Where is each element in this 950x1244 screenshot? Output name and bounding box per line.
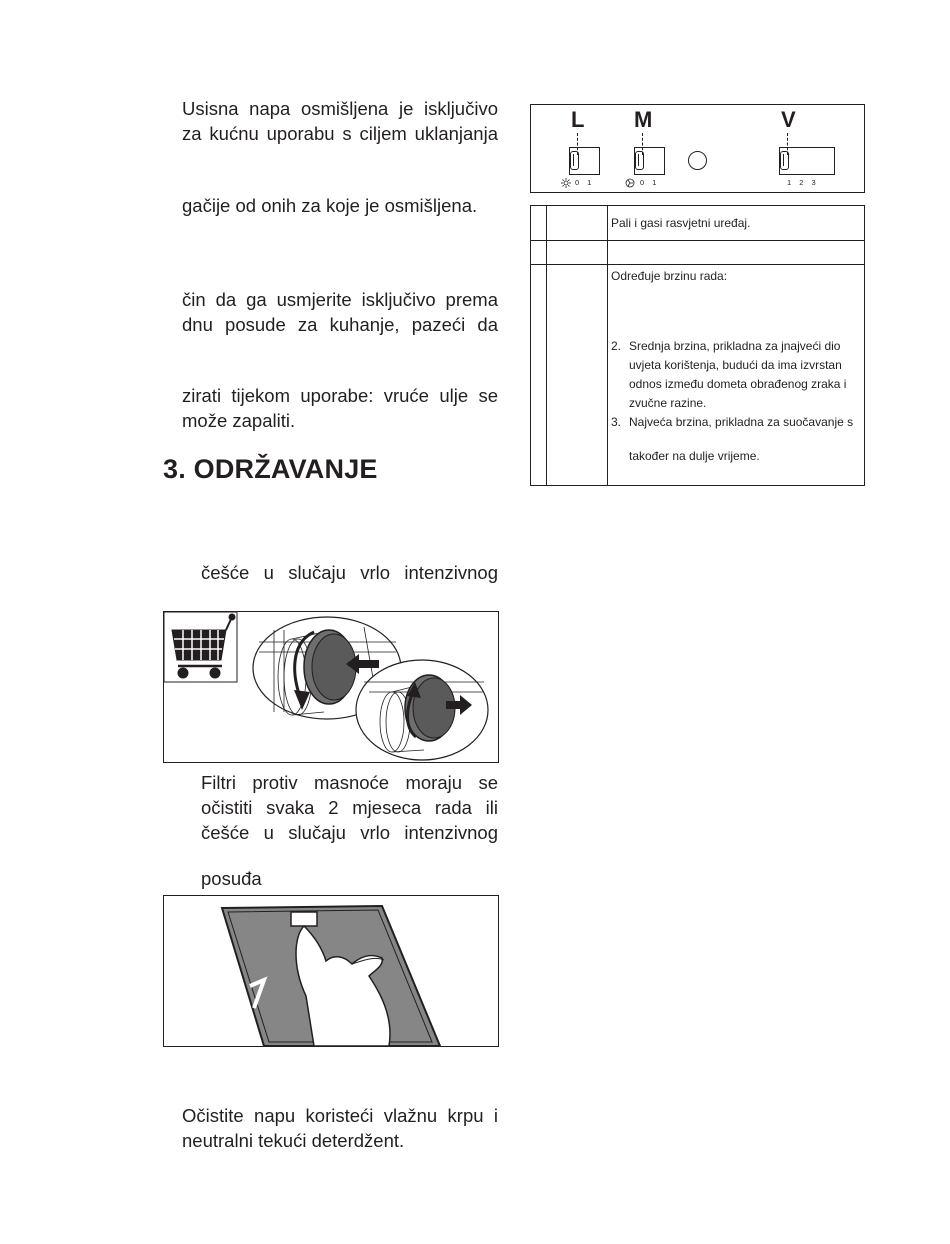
switch-letter-v: V bbox=[781, 107, 796, 132]
filters-line-3: češće u slučaju vrlo intenzivnog bbox=[201, 822, 498, 843]
speed-switch[interactable] bbox=[779, 147, 835, 175]
intro-line-2: za kućnu uporabu s ciljem uklanjanja bbox=[182, 123, 498, 144]
light-switch[interactable] bbox=[569, 147, 600, 175]
filters-line-4: posuđa bbox=[201, 868, 262, 889]
filter-install-detail bbox=[356, 660, 488, 760]
table-row bbox=[531, 265, 865, 486]
speed-last-line: također na dulje vrijeme. bbox=[629, 449, 760, 463]
list-item: 2. Srednja brzina, prikladna za jnajveći dio uvjeta korištenja, budući da ima izvrstan odnos između dometa obrađenog zraka i zvučne razine. bbox=[611, 339, 847, 410]
cleaning-line-1: Očistite napu koristeći vlažnu krpu i bbox=[182, 1105, 498, 1126]
speed-description-title: Određuje brzinu rada: bbox=[611, 269, 728, 283]
table-row bbox=[531, 241, 865, 265]
speed-list bbox=[611, 337, 861, 432]
speed-scale: 1 2 3 bbox=[787, 178, 819, 187]
fan-icon bbox=[625, 178, 635, 188]
control-panel bbox=[530, 104, 865, 193]
usage-line-1: gačije od onih za koje je osmišljena. bbox=[182, 195, 478, 216]
shopping-cart-icon bbox=[172, 614, 235, 678]
control-table bbox=[530, 205, 865, 486]
switch-letter-m: M bbox=[634, 107, 653, 132]
list-item: 3. Najveća brzina, prikladna za suočavanje s bbox=[611, 415, 854, 429]
cleaning-line-2: neutralni tekući deterdžent. bbox=[182, 1130, 405, 1151]
table-row bbox=[531, 206, 865, 241]
maintenance-intro-line: češće u slučaju vrlo intenzivnog bbox=[201, 562, 498, 583]
grease-filter-illustration bbox=[164, 896, 498, 1046]
section-heading: 3. ODRŽAVANJE bbox=[163, 454, 378, 484]
pan-line-1: čin da ga usmjerite isključivo prema bbox=[182, 289, 498, 310]
switch-letter-l: L bbox=[571, 107, 585, 132]
indicator-light bbox=[688, 151, 707, 170]
carbon-filter-illustration bbox=[164, 612, 498, 762]
oil-line-1: zirati tijekom uporabe: vruće ulje se bbox=[182, 385, 498, 406]
light-scale: 0 1 bbox=[575, 178, 595, 187]
motor-switch[interactable] bbox=[634, 147, 665, 175]
pan-line-2: dnu posude za kuhanje, pazeći da bbox=[182, 314, 498, 335]
light-description: Pali i gasi rasvjetni uređaj. bbox=[611, 216, 751, 230]
motor-scale: 0 1 bbox=[640, 178, 660, 187]
carbon-filter-figure bbox=[163, 611, 499, 763]
intro-line-1: Usisna napa osmišljena je isključivo bbox=[182, 98, 498, 119]
filter-handle bbox=[291, 912, 317, 926]
oil-line-2: može zapaliti. bbox=[182, 410, 296, 431]
light-icon bbox=[561, 178, 571, 188]
filters-line-1: Filtri protiv masnoće moraju se bbox=[201, 772, 498, 793]
filters-line-2: očistiti svaka 2 mjeseca rada ili bbox=[201, 797, 498, 818]
grease-filter-figure bbox=[163, 895, 499, 1047]
